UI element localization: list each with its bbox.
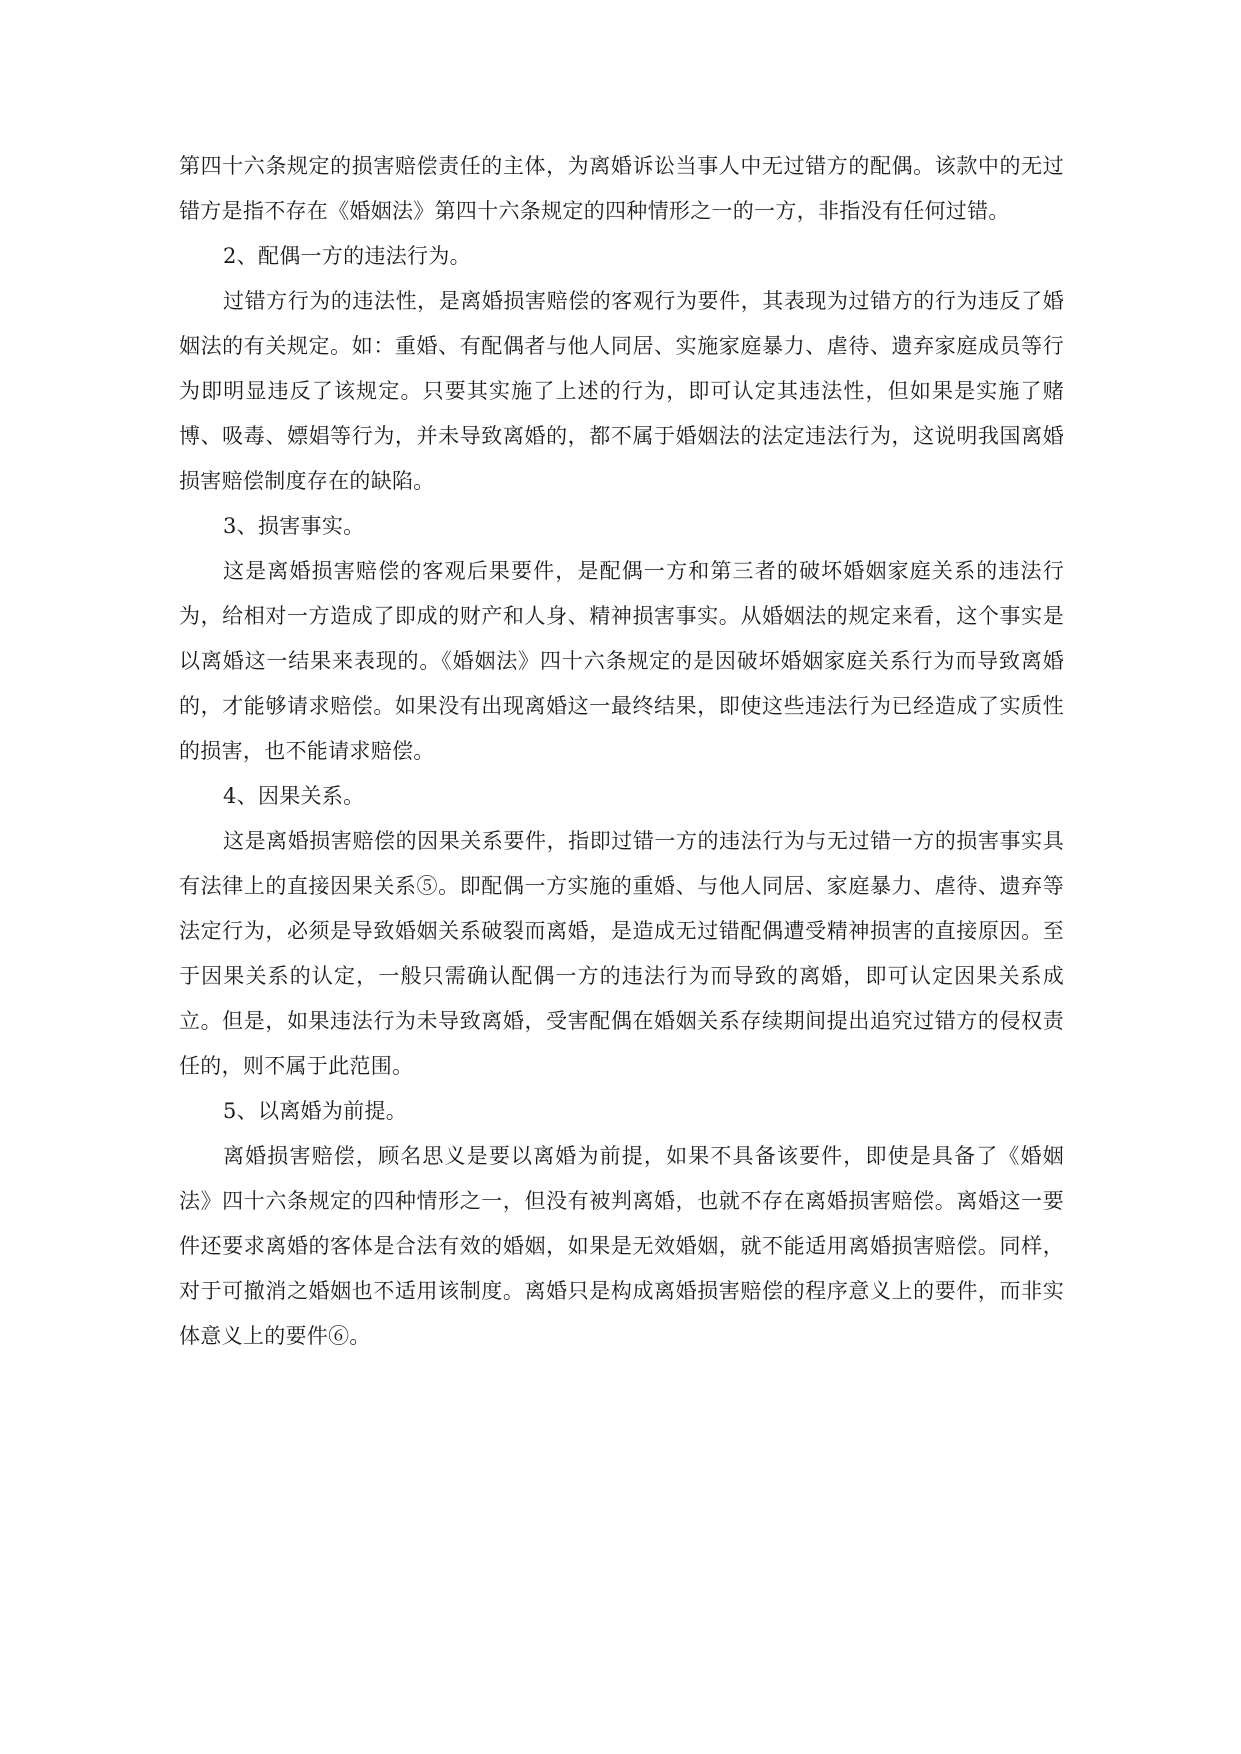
paragraph-damage-fact: 这是离婚损害赔偿的客观后果要件，是配偶一方和第三者的破坏婚姻家庭关系的违法行为，给相对一方造成了即成的财产和人身、精神损害事实。从婚姻法的规定来看，这个事实是以离婚这一结果来表现的。《婚姻法》四十六条规定的是因破坏婚姻家庭关系行为而导致离婚的，才能够请求赔偿。如果没有出现离婚这一最终结果，即使这些违法行为已经造成了实质性的损害，也不能请求赔偿。 (179, 559, 1064, 763)
section-heading-5: 5、以离婚为前提。 (223, 1099, 408, 1123)
document-body (179, 144, 1064, 1359)
paragraph-continuation: 第四十六条规定的损害赔偿责任的主体，为离婚诉讼当事人中无过错方的配偶。该款中的无过错方是指不存在《婚姻法》第四十六条规定的四种情形之一的一方，非指没有任何过错。 (179, 154, 1064, 223)
paragraph-illegal-act: 过错方行为的违法性，是离婚损害赔偿的客观行为要件，其表现为过错方的行为违反了婚姻法的有关规定。如：重婚、有配偶者与他人同居、实施家庭暴力、虐待、遗弃家庭成员等行为即明显违反了该规定。只要其实施了上述的行为，即可认定其违法性，但如果是实施了赌博、吸毒、嫖娼等行为，并未导致离婚的，都不属于婚姻法的法定违法行为，这说明我国离婚损害赔偿制度存在的缺陷。 (179, 289, 1064, 493)
section-heading-3: 3、损害事实。 (223, 514, 365, 538)
paragraph-divorce-premise: 离婚损害赔偿，顾名思义是要以离婚为前提，如果不具备该要件，即使是具备了《婚姻法》四十六条规定的四种情形之一，但没有被判离婚，也就不存在离婚损害赔偿。离婚这一要件还要求离婚的客体是合法有效的婚姻，如果是无效婚姻，就不能适用离婚损害赔偿。同样，对于可撤消之婚姻也不适用该制度。离婚只是构成离婚损害赔偿的程序意义上的要件，而非实体意义上的要件⑥。 (179, 1144, 1064, 1348)
section-heading-2: 2、配偶一方的违法行为。 (223, 244, 471, 268)
paragraph-causation: 这是离婚损害赔偿的因果关系要件，指即过错一方的违法行为与无过错一方的损害事实具有法律上的直接因果关系⑤。即配偶一方实施的重婚、与他人同居、家庭暴力、虐待、遗弃等法定行为，必须是导致婚姻关系破裂而离婚，是造成无过错配偶遭受精神损害的直接原因。至于因果关系的认定，一般只需确认配偶一方的违法行为而导致的离婚，即可认定因果关系成立。但是，如果违法行为未导致离婚，受害配偶在婚姻关系存续期间提出追究过错方的侵权责任的，则不属于此范围。 (179, 829, 1064, 1078)
section-heading-4: 4、因果关系。 (223, 784, 365, 808)
